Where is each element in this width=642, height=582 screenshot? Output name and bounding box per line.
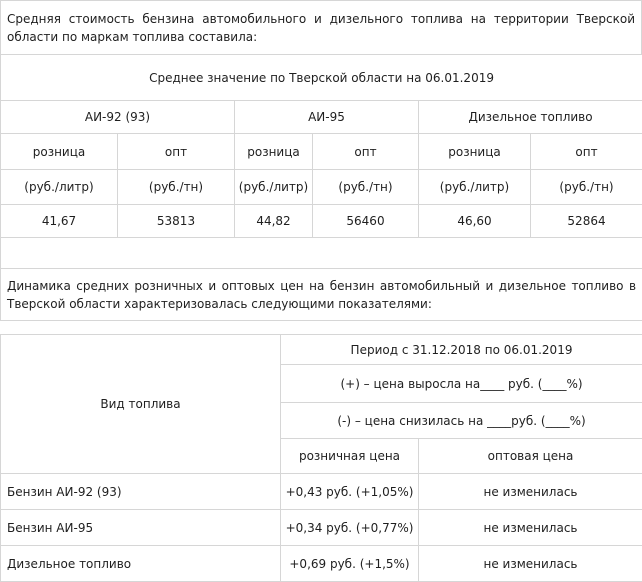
retail-change: +0,43 руб. (+1,05%) <box>281 474 419 510</box>
sub-header: опт <box>313 134 419 170</box>
value-cell: 46,60 <box>419 205 531 238</box>
retail-change: +0,69 руб. (+1,5%) <box>281 546 419 582</box>
legend-down: (-) – цена снизилась на ____руб. (____%) <box>281 403 642 439</box>
value-cell: 41,67 <box>1 205 118 238</box>
fuel-header-ai95: АИ-95 <box>235 101 419 134</box>
unit-cell: (руб./тн) <box>118 170 235 205</box>
empty-row <box>1 238 642 269</box>
wholesale-change: не изменилась <box>419 510 642 546</box>
retail-change: +0,34 руб. (+0,77%) <box>281 510 419 546</box>
fuel-name: Дизельное топливо <box>1 546 281 582</box>
fuel-header-ai92: АИ-92 (93) <box>1 101 235 134</box>
fuel-header-diesel: Дизельное топливо <box>419 101 642 134</box>
col-retail-header: розничная цена <box>281 439 419 474</box>
sub-header: опт <box>531 134 642 170</box>
average-table-title: Среднее значение по Тверской области на 06.01.2019 <box>1 55 642 101</box>
table-row <box>1 546 642 582</box>
table-row <box>1 510 642 546</box>
unit-cell: (руб./литр) <box>235 170 313 205</box>
dynamics-table <box>0 334 642 582</box>
fuel-name: Бензин АИ-92 (93) <box>1 474 281 510</box>
wholesale-change: не изменилась <box>419 474 642 510</box>
average-price-table <box>0 54 642 321</box>
value-cell: 52864 <box>531 205 642 238</box>
wholesale-change: не изменилась <box>419 546 642 582</box>
unit-cell: (руб./тн) <box>531 170 642 205</box>
dynamics-text: Динамика средних розничных и оптовых цен на бензин автомобильный и дизельное топливо в Тверской области характеризовалась следующими показателями: <box>1 269 642 321</box>
unit-cell: (руб./тн) <box>313 170 419 205</box>
legend-up: (+) – цена выросла на____ руб. (____%) <box>281 365 642 403</box>
sub-header: розница <box>1 134 118 170</box>
unit-cell: (руб./литр) <box>419 170 531 205</box>
intro-text: Средняя стоимость бензина автомобильного и дизельного топлива на территории Тверской области по маркам топлива составила: <box>1 1 642 55</box>
sub-header: розница <box>235 134 313 170</box>
period-header: Период с 31.12.2018 по 06.01.2019 <box>281 335 642 365</box>
sub-header: розница <box>419 134 531 170</box>
table-row <box>1 474 642 510</box>
value-cell: 53813 <box>118 205 235 238</box>
fuel-type-header: Вид топлива <box>1 335 281 474</box>
value-cell: 44,82 <box>235 205 313 238</box>
value-cell: 56460 <box>313 205 419 238</box>
intro-table <box>0 0 642 55</box>
unit-cell: (руб./литр) <box>1 170 118 205</box>
sub-header: опт <box>118 134 235 170</box>
col-wholesale-header: оптовая цена <box>419 439 642 474</box>
fuel-name: Бензин АИ-95 <box>1 510 281 546</box>
